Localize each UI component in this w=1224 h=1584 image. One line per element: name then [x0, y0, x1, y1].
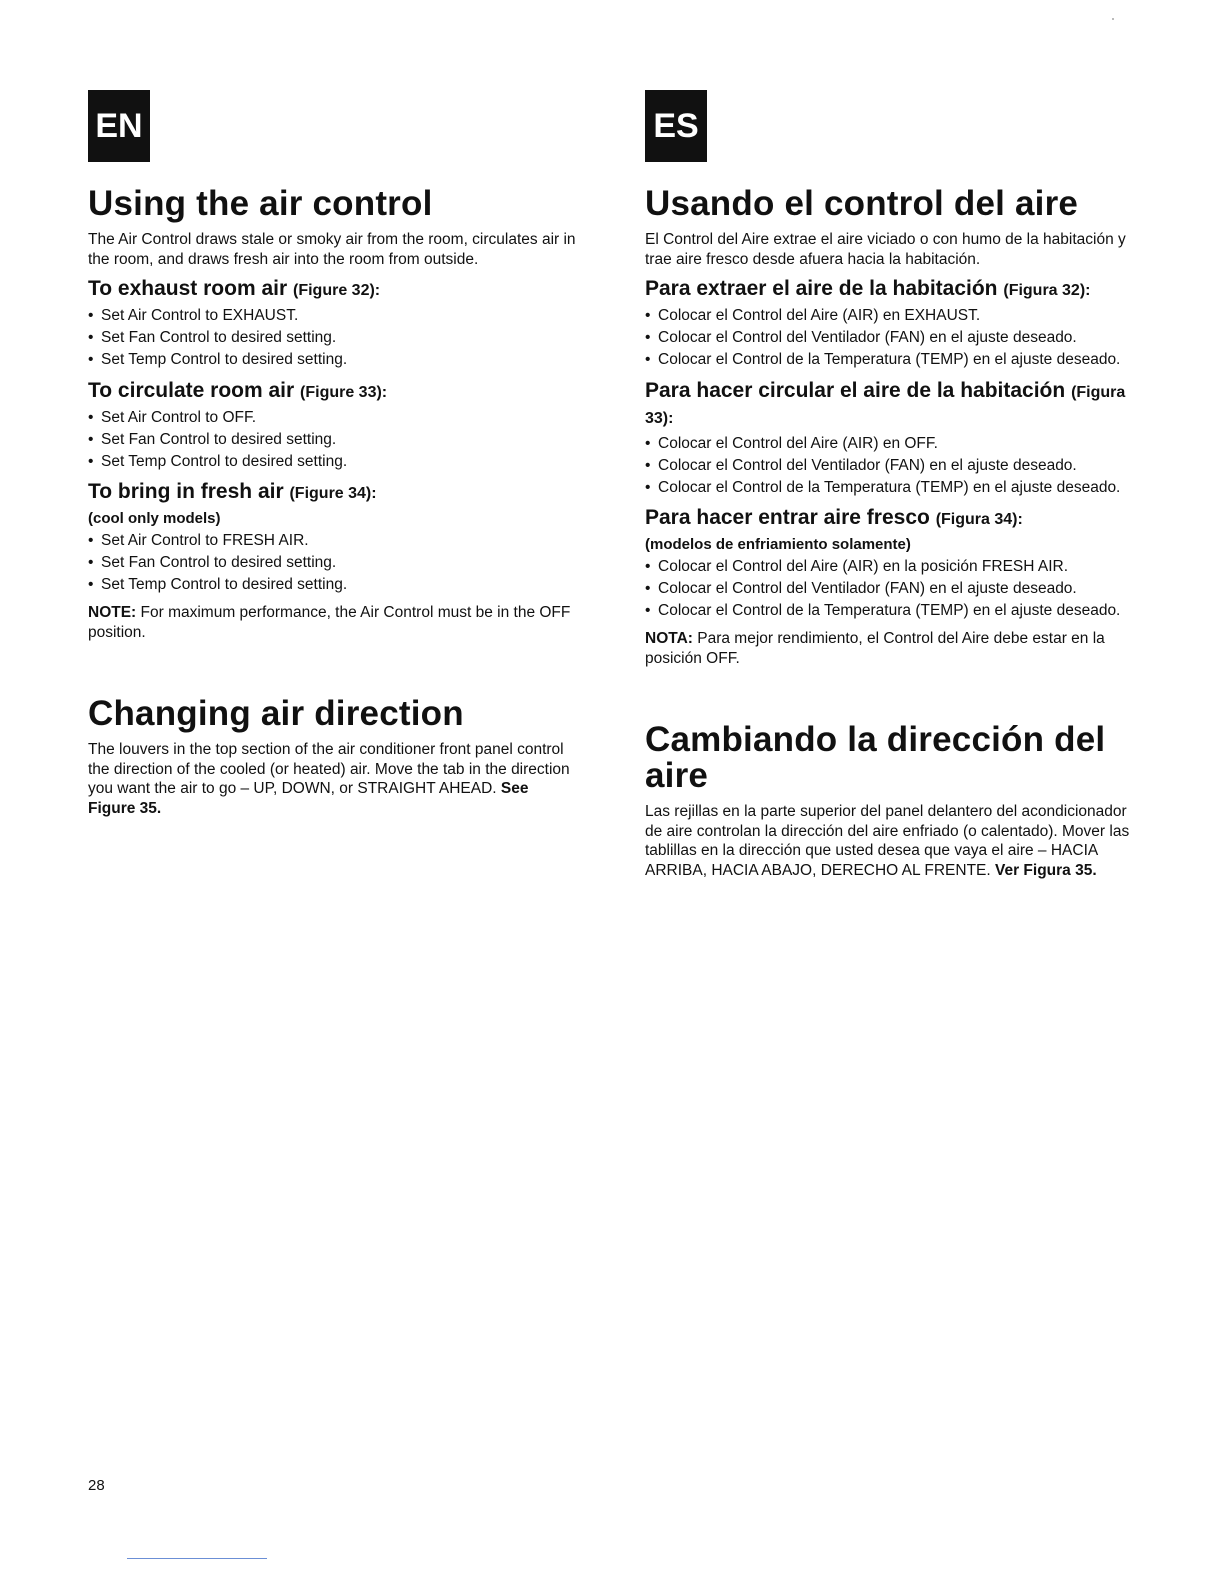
english-column [88, 90, 578, 818]
section-title-air-direction: Cambiando la dirección del aire [645, 720, 1106, 795]
list-item: • Set Air Control to OFF. [88, 408, 578, 429]
list-item: • Set Temp Control to desired setting. [88, 575, 578, 596]
spanish-column [645, 90, 1140, 880]
section-title-air-direction: Changing air direction [88, 694, 464, 733]
note-text: Para mejor rendimiento, el Control del Aire debe estar en la posición OFF. [645, 630, 1105, 667]
list-item: • Set Temp Control to desired setting. [88, 452, 578, 473]
list-item: • Colocar el Control del Aire (AIR) en la posición FRESH AIR. [645, 557, 1140, 578]
page-number: 28 [88, 1477, 105, 1494]
exhaust-steps [88, 306, 578, 371]
direction-paragraph [88, 740, 578, 818]
section-title-air-control: Usando el control del aire [645, 184, 1079, 223]
figure-ref: (Figura 33): [645, 383, 1126, 427]
list-item: • Colocar el Control del Ventilador (FAN) en el ajuste deseado. [645, 579, 1140, 600]
scan-speck [1112, 18, 1114, 20]
list-item: • Colocar el Control del Ventilador (FAN) en el ajuste deseado. [645, 456, 1140, 477]
list-item: • Set Temp Control to desired setting. [88, 350, 578, 371]
circulate-heading [645, 379, 1140, 431]
fresh-air-steps [88, 531, 578, 596]
circulate-steps [645, 434, 1140, 499]
fresh-air-heading [88, 480, 578, 506]
list-item: • Set Air Control to FRESH AIR. [88, 531, 578, 552]
intro-paragraph: The Air Control draws stale or smoky air from the room, circulates air in the room, and draws fresh air into the room from outside. [88, 231, 576, 268]
figure-ref: (Figure 32): [293, 282, 381, 299]
list-item: • Colocar el Control del Ventilador (FAN) en el ajuste deseado. [645, 328, 1140, 349]
fresh-air-heading-text: Para hacer entrar aire fresco [645, 506, 930, 529]
fresh-air-heading-text: To bring in fresh air [88, 480, 284, 503]
list-item: • Set Air Control to EXHAUST. [88, 306, 578, 327]
list-item: • Colocar el Control de la Temperatura (TEMP) en el ajuste deseado. [645, 601, 1140, 622]
circulate-steps [88, 408, 578, 473]
exhaust-heading [645, 277, 1140, 303]
figure-reference: See Figure 35. [88, 780, 529, 817]
figure-ref: (Figura 32): [1003, 282, 1091, 299]
note-label: NOTA: [645, 630, 693, 647]
note-label: NOTE: [88, 604, 137, 621]
section-title-air-control: Using the air control [88, 184, 433, 223]
note-paragraph [88, 603, 578, 642]
list-item: • Set Fan Control to desired setting. [88, 430, 578, 451]
circulate-heading-text: To circulate room air [88, 378, 295, 402]
direction-paragraph [645, 802, 1140, 880]
list-item: • Set Fan Control to desired setting. [88, 553, 578, 574]
exhaust-heading-text: To exhaust room air [88, 277, 288, 300]
note-paragraph [645, 629, 1140, 668]
direction-text: Las rejillas en la parte superior del panel delantero del acondicionador de aire controlan la dirección del aire enfriado (o calentado). Mover las tablillas en la dirección que usted desea que vaya el aire – HACIA ARRIBA, HACIA ABAJO, DERECHO AL FRENTE. [645, 803, 1130, 879]
language-tab-en: EN [88, 90, 150, 162]
list-item: • Colocar el Control de la Temperatura (TEMP) en el ajuste deseado. [645, 478, 1140, 499]
direction-text: The louvers in the top section of the air conditioner front panel control the direction of the cooled (or heated) air. Move the tab in the direction you want the air to go – UP, DOWN, or STRAIGHT AHEAD. [88, 741, 570, 797]
circulate-heading [88, 379, 578, 405]
list-item: • Colocar el Control del Aire (AIR) en EXHAUST. [645, 306, 1140, 327]
fresh-air-heading [645, 506, 1140, 532]
fresh-air-steps [645, 557, 1140, 622]
exhaust-steps [645, 306, 1140, 371]
circulate-heading-text: Para hacer circular el aire de la habitación [645, 378, 1066, 402]
intro-paragraph: El Control del Aire extrae el aire viciado o con humo de la habitación y trae aire fresco desde afuera hacia la habitación. [645, 231, 1126, 268]
figure-ref: (Figure 34): [289, 485, 377, 502]
fresh-air-subheading: (cool only models) [88, 510, 221, 527]
list-item: • Colocar el Control del Aire (AIR) en OFF. [645, 434, 1140, 455]
exhaust-heading [88, 277, 578, 303]
list-item: • Set Fan Control to desired setting. [88, 328, 578, 349]
figure-reference: Ver Figura 35. [994, 861, 1097, 879]
note-text: For maximum performance, the Air Control must be in the OFF position. [88, 604, 571, 641]
list-item: • Colocar el Control de la Temperatura (TEMP) en el ajuste deseado. [645, 350, 1140, 371]
language-tab-es: ES [645, 90, 707, 162]
fresh-air-subheading: (modelos de enfriamiento solamente) [645, 536, 911, 553]
figure-ref: (Figure 33): [300, 383, 388, 401]
exhaust-heading-text: Para extraer el aire de la habitación [645, 277, 998, 300]
footer-rule [127, 1558, 267, 1559]
figure-ref: (Figura 34): [935, 511, 1023, 528]
